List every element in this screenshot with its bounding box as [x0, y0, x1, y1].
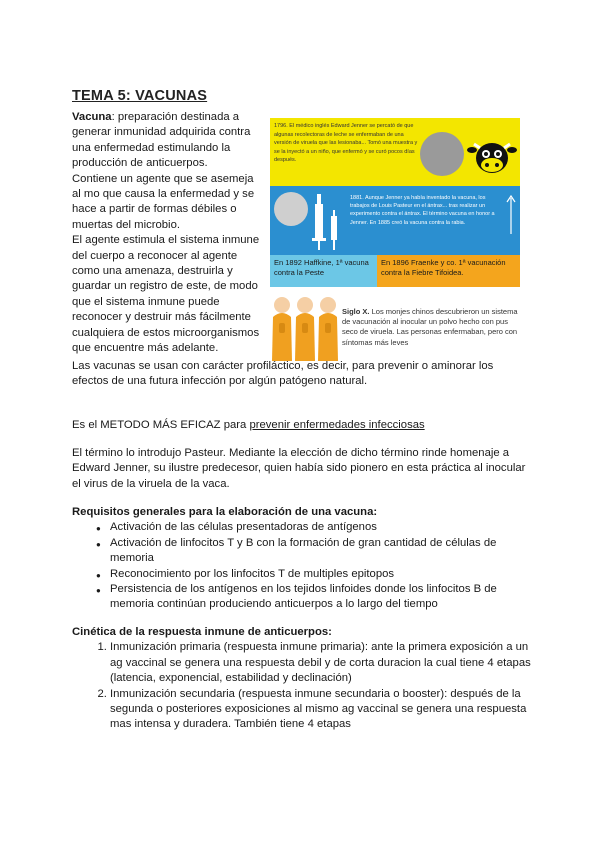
fraenke-panel: En 1896 Fraenke y co. 1ª vacunación contra la Fiebre Tifoidea.: [377, 255, 520, 287]
intro-paragraph-2: Contiene un agente que se asemeja al mo que causa la enfermedad y se hace a partir de formas débiles o muertas del microbio.: [72, 172, 255, 231]
metodo-paragraph: Es el METODO MÁS EFICAZ para prevenir enfermedades infecciosas: [72, 419, 425, 431]
haffkine-panel: En 1892 Haffkine, 1ª vacuna contra la Peste: [270, 255, 377, 287]
monks-text: Siglo X. Los monjes chinos descubrieron un sistema de vacunación al inocular un polvo hecho con pus seco de viruela. Las personas enfermaban, pero con síntomas más leves: [342, 307, 518, 347]
cinetica-section: [72, 625, 532, 733]
jenner-photo: [420, 132, 464, 176]
vacuna-term: Vacuna: [72, 111, 112, 123]
intro-column: [72, 110, 264, 357]
jenner-panel: [270, 118, 520, 186]
list-item: ● Activación de linfocitos T y B con la formación de gran cantidad de células de memoria: [110, 536, 532, 567]
pasteur-paragraph: El término lo introdujo Pasteur. Mediante la elección de dicho término rinde homenaje a Edward Jenner, su ilustre predecesor, quien había sido pionero en esta práctica al inocular el virus de la viruela de la vaca.: [72, 447, 526, 490]
requisitos-title: Requisitos generales para la elaboración de una vacuna:: [72, 506, 378, 518]
list-item: 2. Inmunización secundaria (respuesta inmune secundaria o booster): después de la segunda o posteriores exposiciones al mismo ag vaccinal se genera una respuesta mas intensa y duradera. También tiene 4 etapas: [110, 687, 532, 733]
list-item: ● Persistencia de los antígenos en los tejidos linfoides donde los linfocitos B de memoria continúan produciendo anticuerpos a lo largo del tiempo: [110, 582, 532, 613]
pasteur-panel: [270, 186, 520, 255]
profilactico-paragraph: Las vacunas se usan con carácter profiláctico, es decir, para prevenir o aminorar los efectos de una futura infección por algún patógeno natural.: [72, 360, 494, 388]
pasteur-text: 1881. Aunque Jenner ya había inventado la vacuna, los trabajos de Louis Pasteur en el ántrax... tras realizar un experimento contra el ántrax. El término vacuna en honor a Jenner. En 1885 creó la vacuna contra la rabia.: [350, 195, 495, 226]
cow-icon: [466, 132, 518, 178]
requisitos-section: [72, 505, 532, 613]
pasteur-photo: [274, 192, 308, 226]
arrow-up-icon: [506, 194, 516, 234]
metodo-underlined: prevenir enfermedades infecciosas: [249, 419, 425, 431]
syringe-icon: [310, 194, 328, 250]
history-collage: [270, 118, 520, 363]
jenner-text: 1796. El médico inglés Edward Jenner se percató de que algunas recolectoras de leche se enfermaban de una versión de viruela que las lesionaba... Tomó una muestra y se la inyectó a un niño, que enfermó y se curó pocos días después.: [274, 123, 418, 164]
vacuna-definition: Vacuna: preparación destinada a generar inmunidad adquirida contra una enfermedad estimulando la producción de anticuerpos.: [72, 111, 251, 170]
list-item: 1. Inmunización primaria (respuesta inmune primaria): ante la primera exposición a un ag vaccinal se genera una respuesta debil y de corta duracion la cual tiene 4 etapas (latencia, exponencial, estabilidad y declinación): [110, 640, 532, 686]
list-item: ● Reconocimiento por los linfocitos T de multiples epitopos: [110, 567, 532, 582]
monks-illustration: [270, 289, 340, 363]
intro-paragraph-3: El agente estimula el sistema inmune del cuerpo a reconocer al agente como una amenaza, destruirla y guardar un registro de este, de modo que el sistema inmune puede reconocer y destruir más fácilmente cualquiera de estos microorganismos que encuentre más adelante.: [72, 234, 260, 355]
list-item: ● Activación de las células presentadoras de antígenos: [110, 520, 532, 535]
page-title: TEMA 5: VACUNAS: [72, 88, 208, 104]
cinetica-title: Cinética de la respuesta inmune de anticuerpos:: [72, 626, 332, 638]
syringe-icon: [328, 210, 340, 250]
